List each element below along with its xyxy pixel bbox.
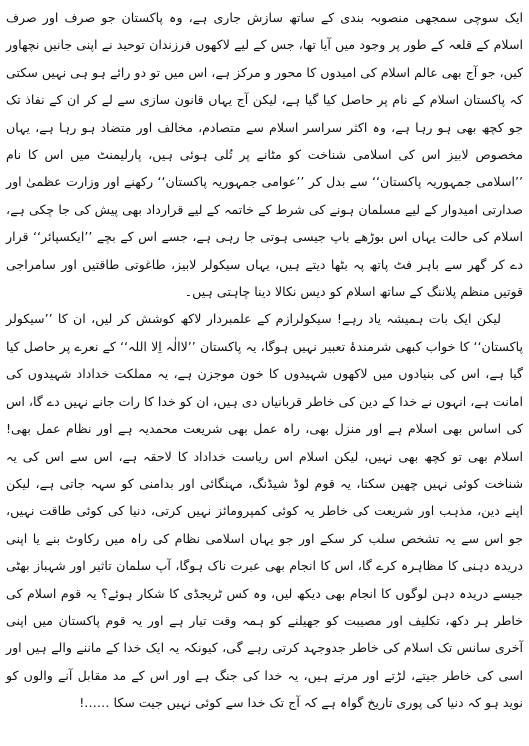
article-paragraph-1: ایک سوچی سمجھی منصوبہ بندی کے ساتھ سازش جاری ہے، وہ پاکستان جو صرف اور صرف اسلام کے قلعہ کے طور پر وجود میں آیا تھا، جس کے لیے لاکھوں فرزندان توحید نے اپنی جانیں نچھاور کیں، جو آج بھی عالم اسلام کی امیدوں کا محور و مرکز ہے، اس میں تو دو رائے ہو ہی نہیں سکتی کہ پاکستان اسلام کے نام پر حاصل کیا گیا ہے، لیکن آج یہاں قانون سازی سے لے کر ان کے نفاذ تک جو کچھ بھی ہو رہا ہے، وہ اکثر سراسر اسلام سے متصادم، مخالف اور متضاد ہو رہا ہے، یہاں مخصوص لابیز اس کی اسلامی شناخت کو مٹانے پر تُلی ہوئی ہیں، پارلیمنٹ میں اس کا نام ’’اسلامی جمہوریہ پاکستان‘‘ سے بدل کر ’’عوامی جمہوریہ پاکستان‘‘ رکھنے اور وزارت عظمیٰ اور صدارتی امیدوار کے لیے مسلمان ہونے کی شرط کے خاتمہ کے لیے قرارداد بھی پیش کی جا چکی ہے، اسلام کی حالت یہاں اس بوڑھے باپ جیسی ہوتی جا رہی ہے، جسے اس کے بچے ’’ایکسپائر‘‘ قرار دے کر گھر سے باہر فٹ پاتھ پہ بٹھا دیتے ہیں، یہاں سیکولر لابیز، طاغوتی طاقتیں اور سامراجی قوتیں منظم پلاننگ کے ساتھ اسلام کو دیس نکالا دینا چاہتی ہیں۔ (6, 10, 523, 300)
article-paragraph-2: لیکن ایک بات ہمیشہ یاد رہے! سیکولرازم کے علمبردار لاکھ کوشش کر لیں، ان کا ’’سیکولر پاکستان‘‘ کا خواب کبھی شرمندۂ تعبیر نہیں ہوگا، یہ پاکستان ’’لاالٰہ اِلا اللہ‘‘ کے نعرے پر حاصل کیا گیا ہے، اس کی بنیادوں میں لاکھوں شہیدوں کا خون موجزن ہے، یہ مملکت خداداد شہیدوں کی امانت ہے، انہوں نے خدا کے دین کی خاطر قربانیاں دی ہیں، ان کو خدا کا رات جانے نہیں دے گا، اس کی اساس بھی اسلام ہے اور منزل بھی، راہ عمل بھی شریعت محمدیہ ہے اور نظام عمل بھی! اسلام بھی تو کچھ بھی نہیں، لیکن اسلام اس ریاست خداداد کا لاحقہ ہے، اس سے اس کی یہ شناخت کوئی نہیں چھین سکتا، یہ قوم لوڈ شیڈنگ، مہنگائی اور بدامنی کو سہہ جاتی ہے، لیکن اپنے دین، مذہب اور شریعت کی خاطر یہ کوئی کمپرومائز نہیں کرتی، دنیا کی کوئی طاقت نہیں، جو اس سے یہ تشخص سلب کر سکے اور جو یہاں اسلامی نظام کی راہ میں رکاوٹ بنے یا اپنی دریدہ دہنی کا مظاہرہ کرے گا، اس کا انجام بھی عبرت ناک ہوگا، آپ سلمان تاثیر اور شہباز بھٹی جیسے دریدہ دہن لوگوں کا انجام بھی دیکھ لیں، وہ کس ٹریجڈی کا شکار ہوئے؟ یہ قوم اسلام کی خاطر ہر دکھ، تکلیف اور مصیبت کو جھیلنے کو ہمہ وقت تیار ہے اور یہ قوم پاکستان میں اپنی آخری سانس تک اسلام کی خاطر جدوجہد کرتی رہے گی، کیونکہ یہ ایک خدا کے ماننے والے ہیں اور اسی کی خاطر جیتے، لڑتے اور مرتے ہیں، یہ خدا کی جنگ ہے اور اس کے مد مقابل آنے والوں کو نوید ہو کہ دنیا کی پوری تاریخ گواہ ہے کہ آج تک خدا سے کوئی نہیں جیت سکا ……! (6, 311, 523, 711)
